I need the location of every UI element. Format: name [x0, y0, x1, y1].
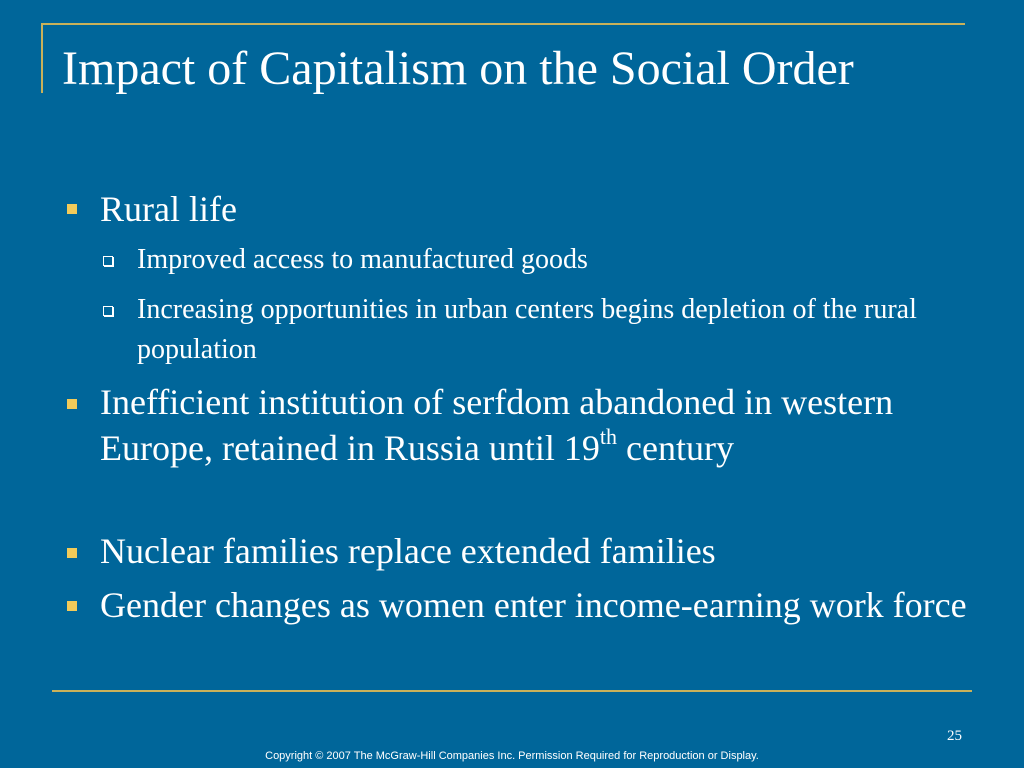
bullet-serfdom — [100, 379, 970, 471]
sub-bullet-urban-opportunities: Increasing opportunities in urban centers begins depletion of the rural population — [137, 294, 917, 365]
hollow-square-bullet-icon — [103, 306, 113, 316]
page-number: 25 — [947, 728, 962, 744]
square-bullet-icon — [67, 601, 77, 611]
bullet-nuclear-families: Nuclear families replace extended families — [100, 531, 716, 571]
hollow-square-bullet-icon — [103, 256, 113, 266]
bullet-gender-changes: Gender changes as women enter income-earning work force — [100, 585, 967, 625]
bullet-rural-life: Rural life — [100, 189, 237, 229]
serfdom-text: Inefficient institution of serfdom abandoned in western Europe, retained in Russia until 19 — [100, 382, 894, 468]
square-bullet-icon — [67, 399, 77, 409]
square-bullet-icon — [67, 548, 77, 558]
serfdom-text-end: century — [617, 428, 734, 468]
square-bullet-icon — [67, 204, 77, 214]
serfdom-superscript: th — [599, 424, 618, 449]
copyright-notice: Copyright © 2007 The McGraw-Hill Companies Inc. Permission Required for Reproduction or Display. — [265, 750, 759, 762]
slide-title: Impact of Capitalism on the Social Order — [62, 42, 854, 95]
sub-bullet-manufactured-goods: Improved access to manufactured goods — [137, 244, 588, 275]
footer-divider-line — [52, 690, 972, 692]
